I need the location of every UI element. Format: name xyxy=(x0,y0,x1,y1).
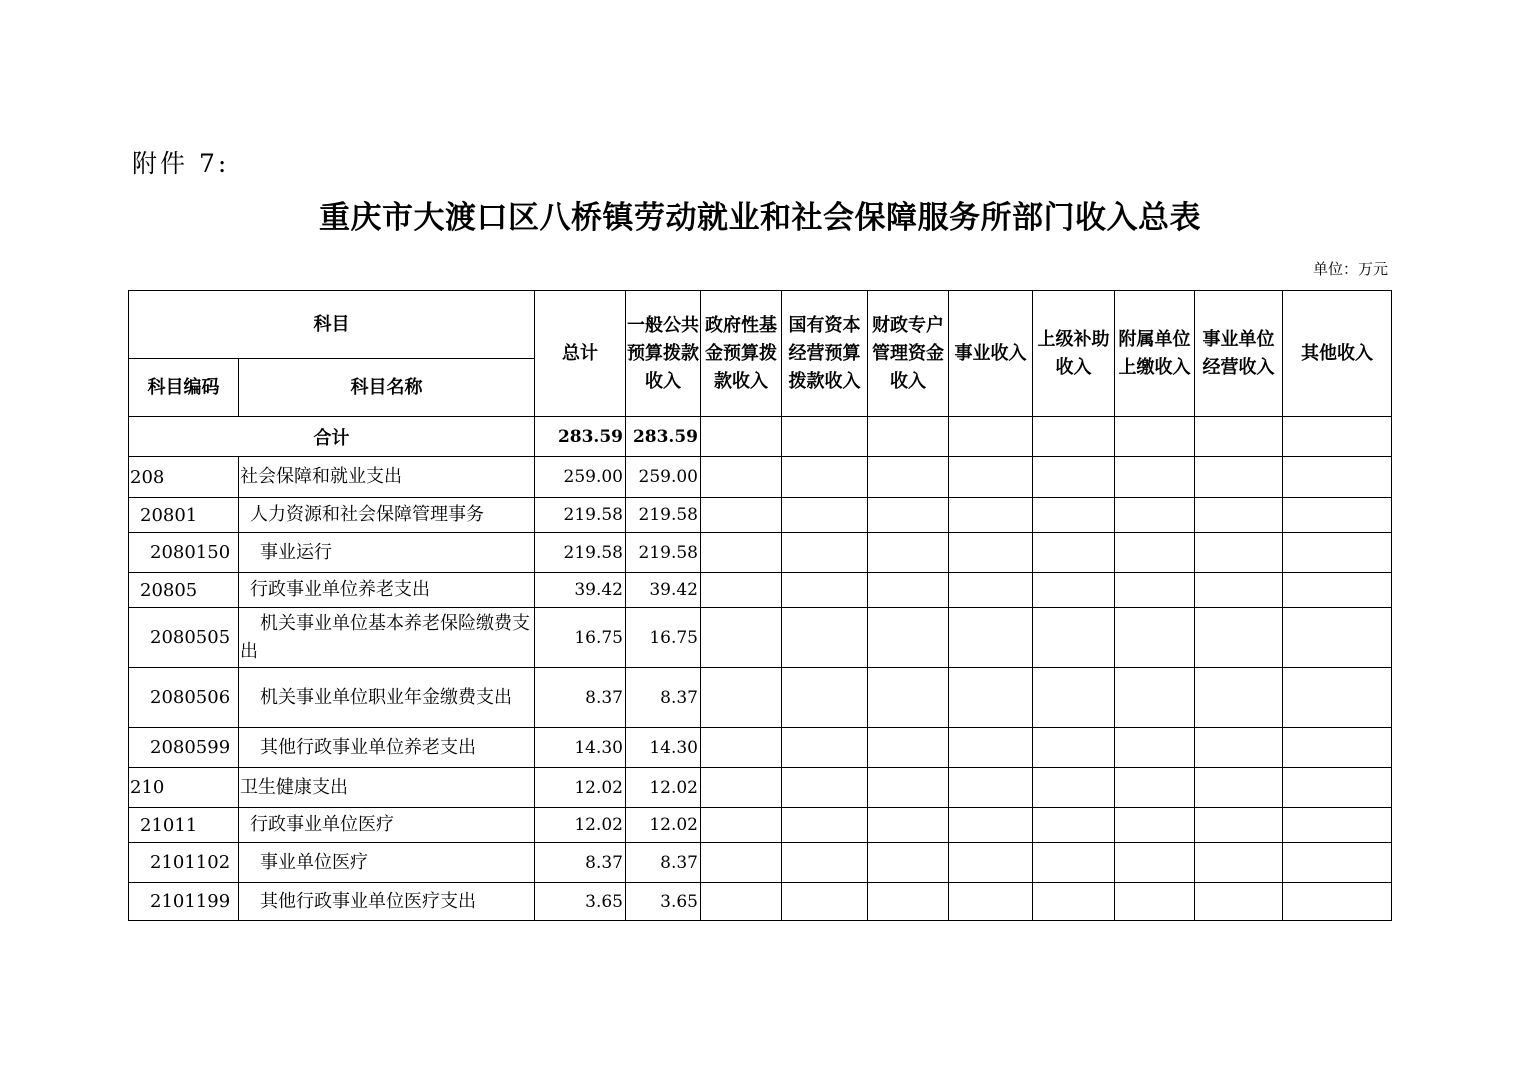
row-name: 机关事业单位职业年金缴费支出 xyxy=(239,668,535,728)
table-row xyxy=(129,843,1392,883)
row-name: 行政事业单位养老支出 xyxy=(239,573,535,608)
row-total: 219.58 xyxy=(535,533,626,573)
header-other-income: 其他收入 xyxy=(1283,291,1392,417)
table-row xyxy=(129,573,1392,608)
header-subject: 科目 xyxy=(129,291,535,359)
table-row xyxy=(129,808,1392,843)
header-business-income: 事业收入 xyxy=(949,291,1033,417)
row-name: 人力资源和社会保障管理事务 xyxy=(239,498,535,533)
row-total: 14.30 xyxy=(535,728,626,768)
row-total: 12.02 xyxy=(535,768,626,808)
header-subject-name: 科目名称 xyxy=(239,359,535,417)
row-general: 12.02 xyxy=(626,808,701,843)
row-code: 2101102 xyxy=(129,843,239,883)
table-row xyxy=(129,457,1392,498)
row-general: 12.02 xyxy=(626,768,701,808)
row-name: 其他行政事业单位医疗支出 xyxy=(239,883,535,921)
row-total: 259.00 xyxy=(535,457,626,498)
header-superior-subsidy: 上级补助收入 xyxy=(1033,291,1115,417)
header-general-budget: 一般公共预算拨款收入 xyxy=(626,291,701,417)
row-total: 39.42 xyxy=(535,573,626,608)
row-total: 16.75 xyxy=(535,608,626,668)
row-code: 2080506 xyxy=(129,668,239,728)
row-general: 219.58 xyxy=(626,533,701,573)
header-affiliated-income: 附属单位上缴收入 xyxy=(1115,291,1195,417)
row-general: 39.42 xyxy=(626,573,701,608)
table-row xyxy=(129,768,1392,808)
row-total: 12.02 xyxy=(535,808,626,843)
row-code: 20805 xyxy=(129,573,239,608)
row-name: 其他行政事业单位养老支出 xyxy=(239,728,535,768)
row-code: 210 xyxy=(129,768,239,808)
table-row xyxy=(129,728,1392,768)
row-code: 20801 xyxy=(129,498,239,533)
row-name: 事业运行 xyxy=(239,533,535,573)
row-code: 2080599 xyxy=(129,728,239,768)
row-code: 21011 xyxy=(129,808,239,843)
table-row xyxy=(129,608,1392,668)
attachment-label: 附件 7: xyxy=(132,149,230,178)
row-general: 219.58 xyxy=(626,498,701,533)
row-general: 259.00 xyxy=(626,457,701,498)
row-name: 机关事业单位基本养老保险缴费支出 xyxy=(239,608,535,668)
table-row xyxy=(129,883,1392,921)
page-title: 重庆市大渡口区八桥镇劳动就业和社会保障服务所部门收入总表 xyxy=(319,200,1201,236)
total-label: 合计 xyxy=(129,417,535,457)
row-general: 16.75 xyxy=(626,608,701,668)
table-row xyxy=(129,668,1392,728)
unit-label: 单位：万元 xyxy=(1312,260,1388,278)
row-code: 208 xyxy=(129,457,239,498)
table-row xyxy=(129,498,1392,533)
row-general: 3.65 xyxy=(626,883,701,921)
row-total: 8.37 xyxy=(535,843,626,883)
row-name: 行政事业单位医疗 xyxy=(239,808,535,843)
total-row xyxy=(129,417,1392,457)
header-operating-income: 事业单位经营收入 xyxy=(1195,291,1283,417)
row-total: 8.37 xyxy=(535,668,626,728)
row-code: 2080505 xyxy=(129,608,239,668)
table-row xyxy=(129,533,1392,573)
total-total: 283.59 xyxy=(535,417,626,457)
total-general: 283.59 xyxy=(626,417,701,457)
row-name: 社会保障和就业支出 xyxy=(239,457,535,498)
row-general: 8.37 xyxy=(626,843,701,883)
row-general: 8.37 xyxy=(626,668,701,728)
header-total: 总计 xyxy=(535,291,626,417)
row-code: 2080150 xyxy=(129,533,239,573)
row-total: 219.58 xyxy=(535,498,626,533)
row-general: 14.30 xyxy=(626,728,701,768)
row-name: 卫生健康支出 xyxy=(239,768,535,808)
row-code: 2101199 xyxy=(129,883,239,921)
header-subject-code: 科目编码 xyxy=(129,359,239,417)
header-state-capital: 国有资本经营预算拨款收入 xyxy=(782,291,868,417)
header-fiscal-account: 财政专户管理资金收入 xyxy=(868,291,949,417)
header-gov-fund: 政府性基金预算拨款收入 xyxy=(701,291,782,417)
row-name: 事业单位医疗 xyxy=(239,843,535,883)
row-total: 3.65 xyxy=(535,883,626,921)
income-summary-table xyxy=(128,290,1392,921)
